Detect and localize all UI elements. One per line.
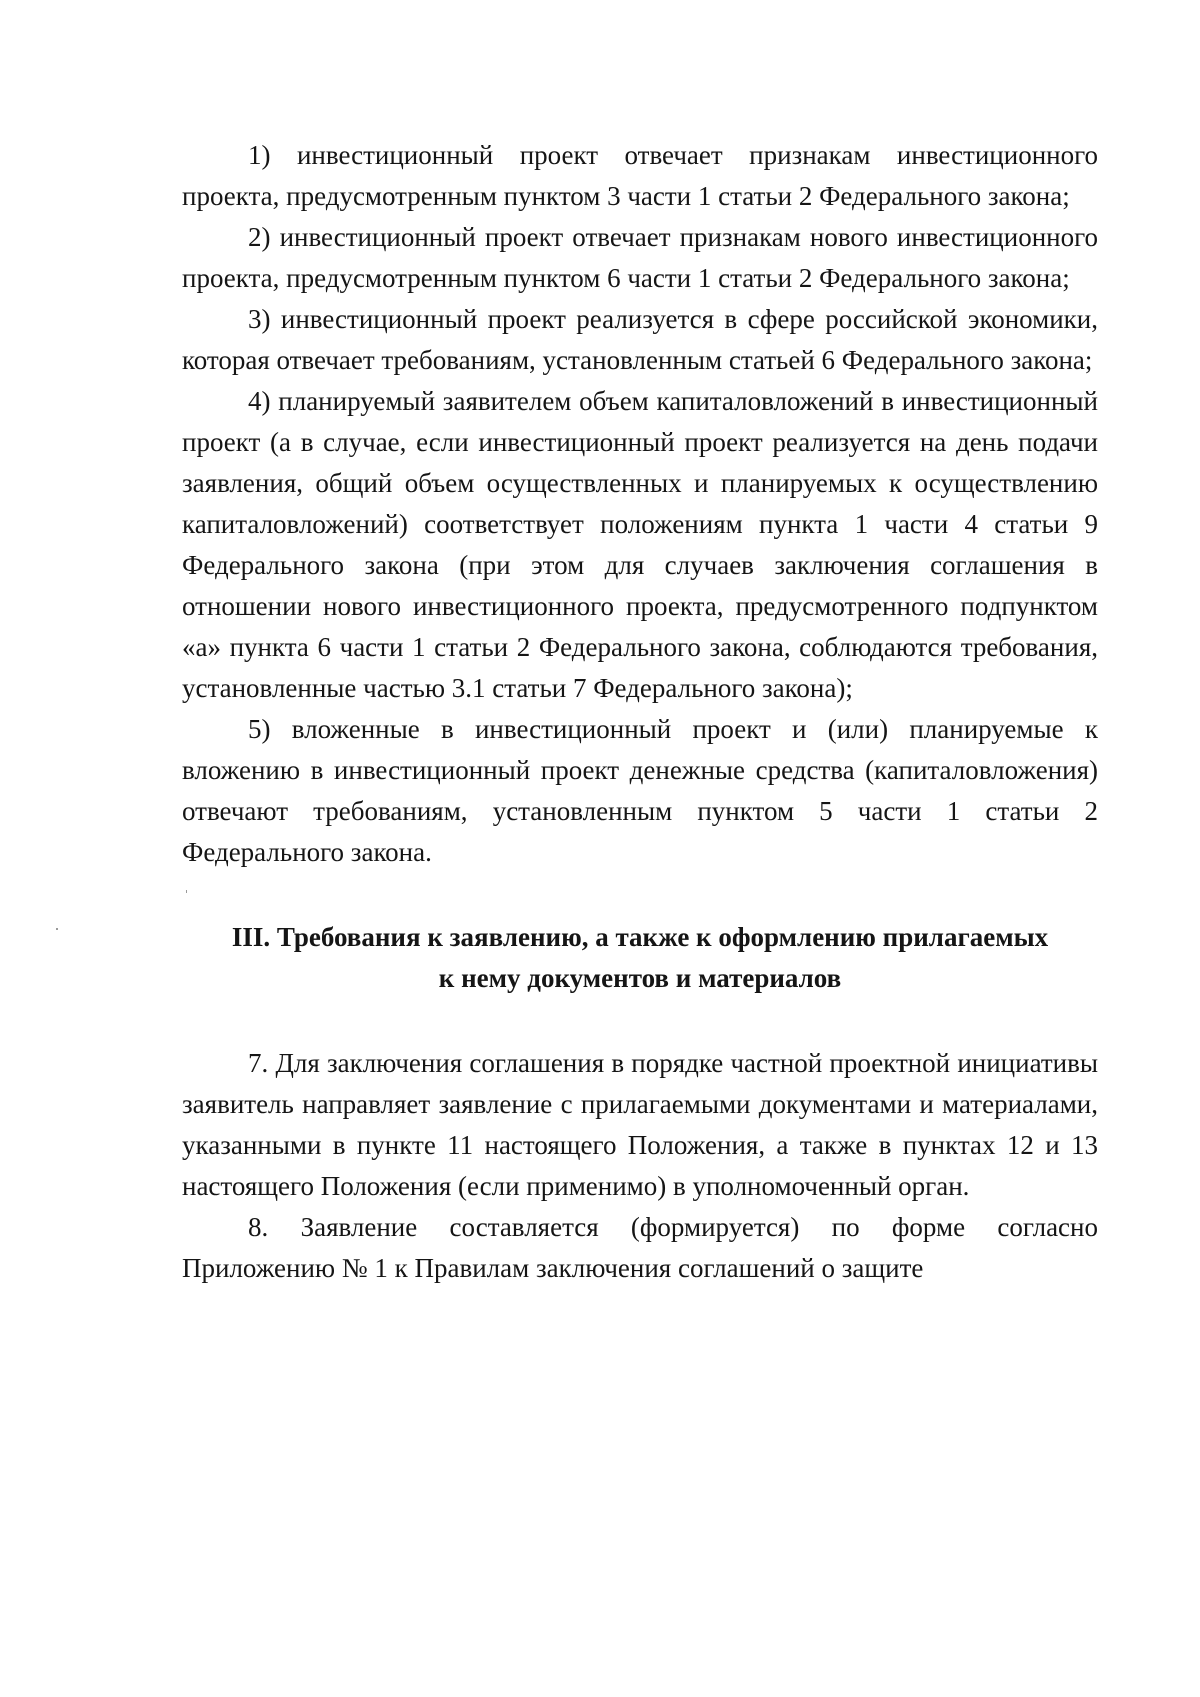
list-item-3: 3) инвестиционный проект реализуется в сфере российской экономики, которая отвечает требованиям, установленным статьей 6 Федерального закона; bbox=[182, 304, 1098, 375]
document-body bbox=[182, 135, 1098, 1289]
list-item-5: 5) вложенные в инвестиционный проект и (или) планируемые к вложению в инвестиционный проект денежные средства (капиталовложения) отвечают требованиям, установленным пунктом 5 части 1 статьи 2 Федерального закона. bbox=[182, 714, 1098, 867]
scan-speck bbox=[56, 928, 58, 930]
section-heading bbox=[182, 917, 1098, 999]
scan-speck bbox=[186, 890, 187, 893]
heading-spacer bbox=[182, 999, 1098, 1043]
section-heading-line-2: к нему документов и материалов bbox=[438, 963, 842, 993]
list-item-2: 2) инвестиционный проект отвечает признакам нового инвестиционного проекта, предусмотренным пунктом 6 части 1 статьи 2 Федерального закона; bbox=[182, 222, 1098, 293]
list-item-1: 1) инвестиционный проект отвечает признакам инвестиционного проекта, предусмотренным пунктом 3 части 1 статьи 2 Федерального закона; bbox=[182, 140, 1098, 211]
section-heading-line-1: III. Требования к заявлению, а также к оформлению прилагаемых bbox=[231, 922, 1049, 952]
list-item-4: 4) планируемый заявителем объем капиталовложений в инвестиционный проект (а в случае, если инвестиционный проект реализуется на день подачи заявления, общий объем осуществленных и планируемых к осуществлению капиталовложений) соответствует положениям пункта 1 части 4 статьи 9 Федерального закона (при этом для случаев заключения соглашения в отношении нового инвестиционного проекта, предусмотренного подпунктом «а» пункта 6 части 1 статьи 2 Федерального закона, соблюдаются требования, установленные частью 3.1 статьи 7 Федерального закона); bbox=[182, 386, 1098, 703]
paragraph-8: 8. Заявление составляется (формируется) по форме согласно Приложению № 1 к Правилам заключения соглашений о защите bbox=[182, 1212, 1098, 1283]
paragraph-7: 7. Для заключения соглашения в порядке частной проектной инициативы заявитель направляет заявление с прилагаемыми документами и материалами, указанными в пункте 11 настоящего Положения, а также в пунктах 12 и 13 настоящего Положения (если применимо) в уполномоченный орган. bbox=[182, 1048, 1098, 1201]
